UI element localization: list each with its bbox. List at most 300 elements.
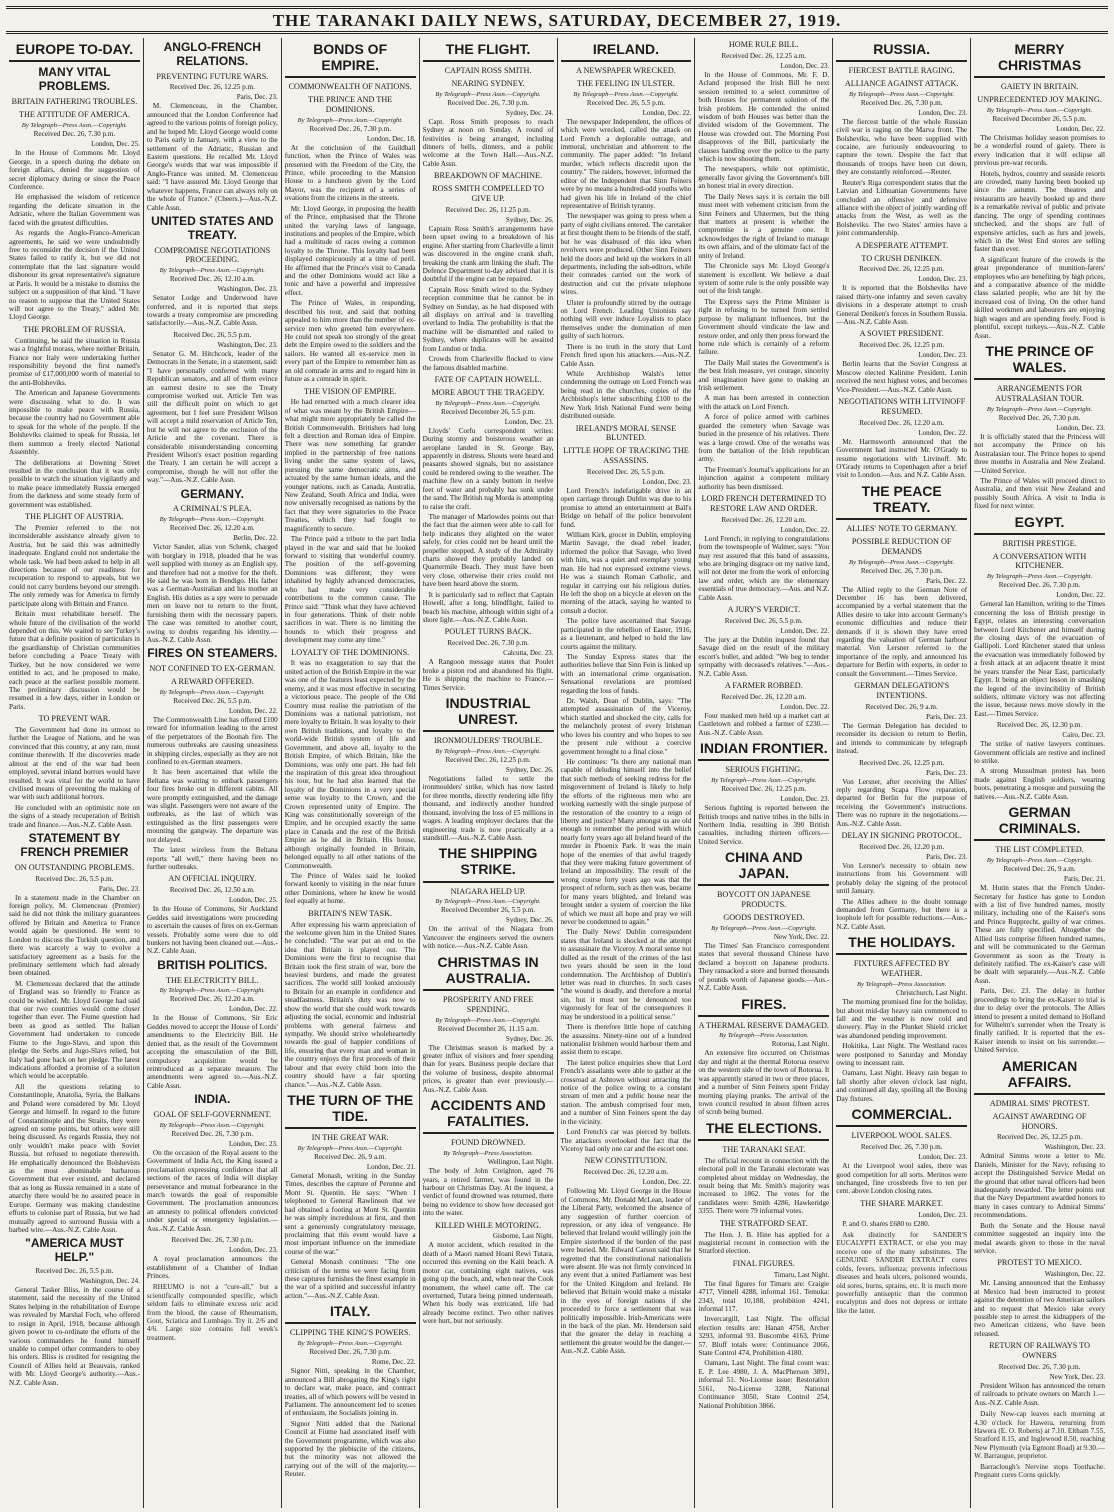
news-article [974, 804, 1105, 841]
news-article [836, 1106, 967, 1127]
article-subhead: GOAL OF SELF-GOVERNMENT. [153, 1110, 272, 1120]
article-paragraph: Hokitika, Last Night. The Westland races were postponed to Saturday and Monday owing to incessant rain. [836, 1042, 968, 1068]
news-article [285, 41, 416, 78]
article-paragraph: Four masked men held up a market cart at Castletown and robbed a farmer of £230.—Aus.-N.Z. Cable Assn. [698, 711, 830, 737]
article-paragraph: On the arrival of the Niagara from Vancouver the engineers served the owners with notice.—Aus.-N.Z. Cable Assn. [422, 925, 554, 951]
article-paragraph: M. Hutin states that the French Under-Secretary for Justice has gone to London with a list of five hundred names, mostly military, including one of the Kaiser's sons and Prince Rupprecht, guilty of war crimes. These are fully specified. Altogether the Allied lists comprise fifteen hundred names, and will be communicated to the German Government as soon as the Treaty is definitely ratified. The ex-Kaiser's case will be dealt with separately.—Aus.-N.Z. Cable Assn. [974, 884, 1105, 985]
article-subhead: THE SHARE MARKET. [860, 1198, 944, 1208]
news-article [147, 874, 278, 955]
article-subhead: PREVENTING FUTURE WARS. [156, 71, 269, 81]
article-subhead: THE PROBLEM OF RUSSIA. [23, 324, 126, 334]
dateline: Washington, Dec. 23. [217, 340, 278, 349]
article-paragraph: An extensive fire occurred on Christmas day and night at the thermal Rotorua reserve on the western side of the town of Rotorua. It was apparently started in two or three places, and a number of Sinn Feiners spent Friday morning playing pranks. The arrival of the town council resulted in about fifteen acres of scrub being burned. [698, 1049, 830, 1117]
article-subhead: THE LIST COMPLETED. [995, 845, 1084, 855]
news-article [147, 1236, 278, 1280]
article-headline: MANY VITAL PROBLEMS. [38, 65, 111, 93]
news-article [698, 1145, 829, 1216]
article-subhead: PROSPERITY AND FREE SPENDING. [442, 994, 534, 1014]
article-paragraph: He concluded with an optimistic note on the signs of a steady recuperation of British trade and finance.—Aus.-N.Z. Cable Assn. [9, 803, 140, 829]
received-time: Received Dec. 26, 5.5 p.m. [724, 617, 803, 625]
article-headline: BRITISH POLITICS. [157, 957, 268, 972]
article-paragraph: Signor Nitti, speaking in the Chamber, announced a Bill abrogating the King's right to declare war, make peace, and contract treaties, all of which powers will be vested in Parliament. The announcement led to scenes of enthusiasm, the Socialists joining in. [284, 1367, 416, 1418]
received-time: Received Dec. 26, 12.20 a.m. [859, 418, 945, 427]
news-article [285, 1133, 416, 1300]
received-time: Received December 26, 11.15 a.m. [437, 1024, 539, 1033]
article-subhead: RETURN OF RAILWAYS TO OWNERS [989, 1341, 1091, 1361]
article-headline: GERMANY. [180, 486, 244, 501]
article-subhead: GAIETY IN BRITAIN. [1000, 82, 1079, 92]
article-headline: THE SHIPPING STRIKE. [423, 845, 554, 882]
article-subhead: AGAINST AWARDING OF HONORS. [992, 1111, 1087, 1131]
article-subhead: LORD FRENCH DETERMINED TO RESTORE LAW AND ORDER. [701, 494, 827, 513]
news-article [423, 79, 554, 168]
news-article [561, 424, 692, 444]
article-paragraph: Admiral Simms wrote a letter to Mr. Daniels, Minister for the Navy, refusing to accept the Distinguished Service Medal on the ground that other naval officers had been inadequately rewarded. The letter points out that the Navy Department awarded honors to many in cases contrary to Admiral Simms' recommendations. [974, 1152, 1105, 1220]
dateline: London, Dec. 22. [1056, 591, 1105, 600]
received-time: Received Dec. 26, 5.5 p.m. [173, 330, 252, 339]
article-paragraph: The manager of Marlowdes points out that the fact that the airmen were able to call for help indicates they alighted on the water safely, for cries could not be heard until the propeller stopped. A study of the Admiralty charts showed they probably landed on Quartermile Beach. They must have been very close, otherwise their cries could not have been heard above the storm. [422, 512, 554, 589]
article-subhead: LITTLE HOPE OF TRACKING THE ASSASSINS. [563, 446, 689, 466]
article-headline: THE PRINCE OF WALES. [974, 343, 1105, 380]
news-article [423, 995, 554, 1094]
column-5 [557, 38, 695, 1508]
article-paragraph: The deliberations at Downing Street resulted in the conclusion that it was only possible to watch the situation vigilantly and to make peace immediately Russia emerged from the darkness and some steady form of government was established. [9, 458, 140, 509]
article-subhead: A CONVERSATION WITH KITCHENER. [992, 551, 1087, 571]
news-article [423, 954, 554, 991]
article-paragraph: He continues: "Is there any national man capable of deluding himself into the belief that such methods of seeking redress for the misgovernment of Ireland is likely to help the efforts of the righteous men who are working earnestly with the single purpose of the restoration of the country to a reign of liberty and justice? Many amongst us are old enough to remember the period with which nearly forty years ago all Ireland heard of the murder in Phoenix Park. It was the main hope of the enemies of that awful tragedy that they were making future government of Ireland an impossibility. The result of the wrong course forty years ago was that the prospect of reform, such as then was, became for many years blighted, and Ireland was brought under a system of coercion the like of which we must all hope and pray we will never be condemned to again." [560, 758, 692, 927]
article-subhead: UNPRECEDENTED JOY MAKING. [977, 95, 1102, 105]
news-article [836, 254, 967, 327]
news-article [698, 40, 829, 491]
article-paragraph: It is particularly sad to reflect that Captain Howell, after a long, blindflight, failed to beach his machine, although within sight of a shore light.—Aus.-N.Z. Cable Assn. [422, 590, 554, 624]
news-article [9, 110, 140, 120]
article-subhead: PROTEST TO MEXICO. [997, 1258, 1082, 1268]
article-headline: INDIA. [194, 1092, 231, 1107]
article-paragraph: President Wilson has announced the return of railroads to private owners on March 1.—Aus.-N.Z. Cable Assn. [974, 1381, 1105, 1407]
news-article [423, 388, 554, 625]
article-paragraph: Invercargill, Last Night. The official election results are: Hanan 4758, Archer 3293, informal 93. Buscombe 4163, Prime 57. Bluff totals were: Continuance 2066, State Control 474, Prohibition 4180. [698, 1315, 830, 1358]
article-subhead: A SOVIET PRESIDENT. [859, 329, 944, 339]
dateline: Washington, Dec. 23. [217, 285, 278, 294]
article-subhead: A JURY'S VERDICT. [727, 605, 800, 615]
article-subhead: THE PLIGHT OF AUSTRIA. [25, 512, 124, 522]
news-article [147, 504, 278, 644]
article-subhead: IRONMOULDERS' TROUBLE. [433, 736, 543, 746]
article-paragraph: Hotels, hydros, country and seaside resorts are crowded, many having been booked up since the autumn. The theatres and restaurants are heavily booked up and there is a remarkable revival of public and private dancing. The orgy of spending continues unchecked, and the shops are full of expensive articles, such as furs and jewels, which in the West End stores are selling faster than ever. [974, 169, 1105, 254]
received-time: Received Dec. 26, 5.5 p.m. [586, 467, 665, 476]
news-article [423, 1097, 554, 1134]
received-time: Received Dec. 26, 7.30 p.m. [860, 566, 943, 575]
wire-credit: By Telegraph—Press Assn.—Copyright. [21, 122, 128, 130]
news-article [974, 95, 1105, 340]
article-subhead: A CRIMINAL'S PLEA. [173, 504, 252, 514]
article-paragraph: There is therefore little hope of catching the assassins. Ninety-nine out of a hundred nationalist Irishmen would harbour them and assist them to escape. [560, 1023, 692, 1057]
news-article [974, 1099, 1105, 1109]
received-time: Received Dec. 26, 11.25 p.m. [445, 205, 531, 214]
news-article [9, 714, 140, 829]
article-paragraph: The Premier referred to the not inconsiderable assistance already given to Austria, but he said this was admittedly inadequate. England could not undertake the whole task. We had been asked to help in all directions because of our readiness for recuperation to respond to appeals, but we could not carry burdens beyond our strength. The only remedy was for America to firmly participate along with Britain and France. [9, 523, 140, 608]
article-paragraph: The Government had done its utmost to further the League of Nations, and he was convinced that this country, at any rate, must continue therewith. If the discoveries made almost at the end of the war had been employed, several inland horrors would have resulted. It was vital for the world to have civilised means of preventing the making of war with such additional horrors. [9, 726, 140, 802]
wire-credit: By Telegraph—Press Assn.—Copyright. [435, 90, 541, 98]
article-paragraph: As regards the Anglo-Franco-American agreements, he said we were undoubtedly free to reconsider the decision if the United States failed to ratify it, but we did not contemplate that the last signature would dishonour its great representative's signature at Paris. It would be a mistake to dismiss the subject on a supposition of that kind. "I have no reason to suppose that the United States will not agree to the Treaty," added Mr. Lloyd George. [9, 229, 140, 322]
news-article [836, 41, 967, 62]
article-paragraph: Reuter's Riga correspondent states that the Latvian and Lithuanian Governments have concluded an offensive and defensive alliance with the object of jointly warding off attacks from the West, as well as the Bolsheviks. The two States' armies have a joint commandership. [836, 178, 968, 238]
article-headline: RUSSIA. [836, 41, 967, 62]
article-subhead: LOYALTY OF THE DOMINIONS. [291, 647, 410, 657]
news-article [285, 1328, 416, 1478]
news-article [836, 1199, 967, 1228]
dateline: London, Dec. 22. [642, 1178, 692, 1187]
article-subhead: NIAGARA HELD UP. [450, 886, 526, 896]
received-time: Received Dec. 26, 12.20 a.m. [721, 515, 807, 524]
news-article [836, 681, 967, 755]
dateline: London, Dec. 23. [918, 1210, 968, 1219]
news-article [9, 1237, 140, 1387]
received-time: Received Dec. 26, 12.20 p.m. [859, 842, 945, 851]
dateline: Washington, Dec. 24. [79, 1277, 140, 1286]
article-paragraph: Lloyds' Corfu correspondent writes: During stormy and boisterous weather an aeroplane landed in St. George Bay, apparently in distress. Shouts were heard and peasants showed signals, but no assistance could be rendered owing to the weather. The machine flew on a sandy bottom in twelve feet of water and probably has sunk under the sand. The British tug Morda is attempting to raise the craft. [422, 426, 554, 511]
article-subhead: CAPTAIN ROSS SMITH. [444, 66, 532, 76]
article-subhead: THE FEELING IN ULSTER. [577, 78, 675, 88]
article-paragraph: The German Delegation has decided to reconsider its decision to return to Berlin, and intends to communicate by telegraph instead. [836, 721, 968, 756]
dateline: Christchurch, Last Night. [895, 989, 968, 998]
wire-credit: By Telegraph—Press Assn.—Copyright. [986, 405, 1093, 413]
dateline: London, Dec. 23. [780, 795, 830, 804]
dateline: London, Dec. 23. [1056, 423, 1105, 432]
article-paragraph: In the House of Commons Mr. Lloyd George, in a speech during the debate on foreign affairs, denied the suggestion of secret diplomacy during or since the Peace Conference. [9, 149, 140, 192]
article-paragraph: The Chronicle says Mr. Lloyd George's statement is excellent. We believe a dual system of some rule is the only possible way out of the Irish tangle. [698, 262, 830, 296]
article-paragraph: The official recount in connection with the electoral poll in the Taranaki electorate was completed about midday on Wednesday, the result being that Mr. Smith's majority was increased to 1862. The votes for the candidates were: Smith 4286, Hawkeridge 3355. There were 79 informal votes. [698, 1156, 830, 1216]
article-paragraph: In the House of Commons, Mr. F. D. Acland proposed the Irish Bill be next session remitted to a select committee of both Houses for permanent solution of the Irish problem. He contended the united wisdom of both Houses was better than the divided wisdom of the Government. The House was crowded out. The Morning Post disapproves of the Bill, particularly the clauses handing over the police to the party which is now shooting them. [698, 70, 830, 164]
article-subhead: POULET TURNS BACK. [444, 627, 532, 637]
wire-credit: By Telegraph—Press Association. [719, 1032, 809, 1040]
article-subhead: LIVERPOOL WOOL SALES. [851, 1131, 952, 1141]
news-article [9, 325, 140, 509]
news-article [698, 1021, 829, 1117]
article-subhead: CLIPPING THE KING'S POWERS. [289, 1328, 411, 1338]
news-article [836, 483, 967, 520]
news-article [285, 909, 416, 1089]
received-time: Received Dec. 26, 12.20 a.m. [583, 1168, 669, 1177]
news-article [147, 1110, 278, 1233]
article-subhead: THE STRATFORD SEAT. [719, 1218, 808, 1228]
dateline: New York, Dec. 22. [773, 932, 830, 941]
article-paragraph: A motor accident, which resulted in the death of a Maori named Hoani Rewi Tutara, occurred this evening on the Kaiti beach. A motor car, containing eight natives, was going up the beach, and, when near the Cook monument, the wheel came off. The car overturned, Tutara being pinned underneath. When his body was extricated, life had already become extinct. Two other natives were hurt, but not seriously. [422, 1241, 554, 1326]
advertisement [974, 1410, 1105, 1479]
news-article [9, 97, 140, 107]
news-article [423, 695, 554, 732]
received-time: Received Dec. 26, 5.5 p.m. [586, 98, 665, 107]
wire-credit: By Telegraph—Press Assn.—Copyright. [986, 573, 1093, 581]
news-article [9, 122, 140, 321]
article-paragraph: Signor Nitti added that the National Council at Fiume had associated itself with the Government programme, which was also supported by the plebiscite of the citizens, but the minority was not allowed the carrying out of the will of the majority.—Reuter. [284, 1419, 416, 1479]
article-headline: THE TURN OF THE TIDE. [285, 1092, 416, 1129]
article-paragraph: Von Lersner's necessity to obtain new instructions from his Government will probably delay the signing of the protocol until January. [836, 861, 968, 896]
article-paragraph: The Daily Mail states the Government's is the best Irish measure, yet courage, sincerity and imagination have gone to making an Irish settlement. [698, 358, 830, 393]
news-article [561, 446, 692, 1153]
article-subhead: FOUND DROWNED. [450, 1138, 526, 1148]
article-paragraph: Negotiations failed to settle the ironmoulders' strike, which has now lasted for three months, directly rendering idle fifty thousand, and indirectly another hundred thousand, involving the loss of £5 millions in wages. A leading employer declares that the engineering trade is now practically at a standstill.—Aus.-N.Z. Cable Assn. [422, 774, 554, 842]
article-paragraph: In a statement made in the Chamber on foreign policy, M. Clemenceau (Premier) said he did not think the military guarantees offered by Britain and America to France would again be questioned. He went to London to discuss the Turkish question, and there was scarcely a way to evolve a satisfactory agreement as a basis for the preliminary settlement which had already been obtained. [9, 893, 140, 978]
news-article [9, 66, 140, 94]
dateline: Sydney, Dec. 26. [505, 916, 554, 925]
article-paragraph: After expressing his warm appreciation of the welcome given him in the United States he concluded: "The war put an end to the idea that Britain is played out. The Dominions were the first to recognise that Britain took the first strain of war, bore the heaviest burdens, and made the greatest sacrifices. The world still looked anxiously to Britain for an example in confidence and steadfastness. Britain's duty was now to show the world that she could work towards adjusting the social, economic and industrial problems with general fairness and sympathy. We should strive wholeheartedly towards the goal of happier conditions of life, ensuring that every man and woman in the country enjoys the first proceeds of their labour and that every child born into the country should have a fair sporting chance."—Aus.-N.Z. Cable Assn. [284, 920, 416, 1089]
article-paragraph: The Prince of Wales, in responding, described his tour, and said that nothing appealed to him more than the number of ex-service men who greeted him everywhere. He could not speak too strongly of the great debt the Empire owed to the soldiers and the sailors. He wanted all ex-service men in every part of the Empire to remember him as an old comrade in arms and to regard him in future as a comrade in spirit. [284, 299, 416, 384]
received-time: Received Dec. 26, 7.30 p.m. [860, 1143, 943, 1152]
columns [6, 38, 1108, 1508]
article-subhead: ALLIES' NOTE TO GERMANY. [846, 524, 958, 533]
news-article [974, 1112, 1105, 1256]
article-paragraph: General Monash, writing in the Sunday Times, describes the capture of Peronne and Mont St. Quentin. He says: "When I telephoned to General Rawlinson that we had obtained a footing at Mont St. Quentin he was simply incredulous at first, and then sent a generously congratulatory message, proclaiming that this event would have a most important influence on the immediate course of the war." [284, 1172, 416, 1256]
news-article [561, 1156, 692, 1355]
news-article [698, 740, 829, 761]
wire-credit: By Telegraph—Press Assn.—Copyright. [297, 116, 403, 124]
received-time: Received Dec. 26, 9 a.m. [865, 702, 938, 711]
dateline: Rotorua, Last Night. [771, 1040, 830, 1049]
article-paragraph: General Tasker Bliss, in the course of a statement, said the necessity of the United States helping in the rehabilitation of Europe was revealed by Marshal Foch, who offered to resign in April, 1918, because although given power to co-ordinate the efforts of the various commanders he found himself unable to compel other commanders to obey his orders. Bliss is credited for resigning the Council of Allies held at Beauvais, ranked with Mr. Lloyd George's authority.—Aus.-N.Z. Cable Assn. [9, 1286, 140, 1387]
received-time: Received Dec. 26, 12.25 a.m. [721, 51, 807, 60]
dateline: London, Dec. 23. [228, 1246, 278, 1255]
article-paragraph: Serious fighting is reported between the British troops and native tribes in the hills in Northern India, resulting in 390 British casualties, including thirteen officers.—United Service. [698, 804, 830, 846]
received-time: Received Dec. 26, 12.25 p.m. [859, 265, 945, 274]
wire-credit: By Telegraph—Press Assn.—Copyright. [435, 747, 541, 755]
news-article [974, 41, 1105, 78]
dateline: Timaru, Last Night. [773, 1270, 830, 1279]
article-headline: GERMAN CRIMINALS. [974, 804, 1105, 841]
article-paragraph: It was no exaggeration to say that the united action of the British Empire in the war was one of the features least expected by the enemy, and it was most effective in securing a victorious peace. The people of the Old Country must realise the patriotism of the Dominions was a national patriotism, not mere loyalty to Britain. It was loyalty to their own British traditions, and loyalty to the world-wide British system of life and Government, and above all, loyalty to the British Empire, of which Britain, like the Dominions, was only one part. He had felt the inspiration of this great idea throughout his tour, but he had also learned that the loyalty of the Dominions in a very special sense was loyalty to the Crown, and the Crown represented unity of Empire. The King was constitutionally sovereign of the Empire, and he occupied exactly the same place in Canada and the rest of the British Empire as he did in Britain. His house, although originally founded in Britain, belonged equally to all other nations of the Commonwealth. [284, 659, 416, 870]
column-8 [970, 38, 1108, 1508]
news-article [423, 627, 554, 692]
article-headline: INDIAN FRONTIER. [698, 740, 829, 761]
news-article [147, 215, 278, 243]
article-subhead: HOME RULE BILL. [728, 40, 799, 49]
article-subhead: ROSS SMITH COMPELLED TO GIVE UP. [432, 184, 544, 203]
dateline: London, Dec. 21. [366, 1163, 416, 1171]
article-paragraph: A royal proclamation announces the establishment of a Chamber of Indian Princes. [146, 1255, 278, 1280]
article-paragraph: The Freeman's Journal's applications for an injunction against a competent military authority has been dismissed. [698, 465, 830, 491]
received-time: Received Dec. 26, 7.30 p.m. [998, 1362, 1081, 1371]
column-4 [419, 38, 557, 1508]
wire-credit: By Telegraph—Press Association. [443, 1150, 533, 1158]
article-paragraph: A strong Mussulman protest has been made against English soldiers, wearing boots, penetrating a mosque and pursuing the natives.—Aus.-N.Z. Cable Assn. [974, 767, 1105, 801]
news-article [836, 959, 967, 1103]
article-paragraph: Senator Lodge and Underwood have conferred, and it is reported that steps towards a treaty compromise are proceeding satisfactorily.—Aus.-N.Z. Cable Assn. [146, 294, 278, 328]
article-paragraph: The Allied reply to the German Note of December 16 has been delivered, accompanied by a verbal statement that the Allies desire to take into account Germany's economic difficulties and reduce their demands if it is shown they have erred regarding the valuation of German harbour material. Von Lersner referred to the importance of the reply, and announced his departure for Berlin with experts, in order to consult the Government.—Times Service. [836, 585, 968, 678]
article-paragraph: General Ian Hamilton, writing to the Times concerning the loss of British prestige in Egypt, relates an interesting conversation between Lord Kitchener and himself during the closing days of the evacuation of Gallipoli. Lord Kitchener stated that unless the evacuation was immediately followed by a fresh attack at an adjacent theatre it must be years transfer the Near East, particularly Egypt. It being an object lesson in smashing the legend of the invincibility of British soldiers, ultimate victory was not affecting the issue, because news move slowly in the East.—Times Service. [974, 600, 1105, 718]
article-paragraph: Lord French's car was pierced by bullets. The attackers overlooked the fact that the Viceroy had only one car and the escort one. [560, 1128, 692, 1153]
received-time: Received December 26, 5.5 p.m. [440, 906, 536, 915]
article-paragraph: All the questions relating to Constantinople, Anatolia, Syria, the Balkans and Poland were considered by Mr. Lloyd George and himself. In regard to the future of Constantinople and the Straits, they were agreed on some points, but others were still being discussed. As regards Russia, they not only wouldn't make peace with Soviet Russia, but refused to negotiate therewith. He emphatically denounced the Bolshevists as the most abominable barbarous Government that ever existed, and declared that as long as Russia remained in a state of anarchy there would be no assured peace in Europe. Germany was making clandestine efforts to colonise part of Russia, but we had mutually agreed to surround Russia with a barbed wire.—Aus.-N.Z. Cable Assn. [9, 1082, 140, 1235]
dateline: Sydney, Dec. 26. [505, 1034, 554, 1043]
dateline: London, Dec. 23. [780, 61, 830, 70]
received-time: Received Dec. 26, 9 a.m. [1003, 865, 1076, 874]
article-subhead: KILLED WHILE MOTORING. [435, 1220, 541, 1230]
received-time: Received Dec. 26, 7.30 p.m. [171, 1129, 254, 1138]
article-subhead: FINAL FIGURES. [732, 1258, 795, 1268]
article-headline: ITALY. [285, 1303, 416, 1324]
received-time: Received Dec. 26, 12.25 p.m. [721, 785, 807, 794]
dateline: Wellington, Last Night. [487, 1158, 554, 1167]
article-paragraph: He had returned with a much clearer idea of what was meant by the British Empire—what might more appropriately be called the British Commonwealth. Britishers had long felt a direction and Roman idea of Empire. There was now something far grander implied in the partnership of free nations living under the same system of laws, pursuing the same democratic aims, and actuated by the same human ideals, and the younger nations, such as Canada, Australia, New Zealand, South Africa and India, were now universally recognised as nations by the fact that they were signatories to the Peace Treaties, which they had fought to magnificently to secure. [284, 398, 416, 533]
wire-credit: By Telegraph—Press Assn.—Copyright. [849, 558, 955, 566]
article-paragraph: The final figures for Timaru are: Craigie 4717, Vinnell 4288, informal 161. Temuka: 2343, total 10,188, prohibition 4241, informal 117. [698, 1279, 830, 1313]
masthead-title: THE TARANAKI DAILY NEWS, SATURDAY, DECEMBER 27, 1919. [272, 11, 842, 30]
article-headline: CHINA AND JAPAN. [698, 849, 829, 886]
news-article [974, 552, 1105, 719]
news-article [285, 82, 416, 92]
article-paragraph: It is officially stated that the Princess will not accompany the Prince on his Australasian tour. The Prince hopes to spend three months in Australia and New Zealand.—United Service. [974, 432, 1105, 475]
article-headline: THE FLIGHT. [423, 41, 554, 62]
received-time: Received Dec. 26, 7.30 p.m. [860, 98, 943, 107]
news-article [147, 488, 278, 502]
dateline: London, Dec. 22. [918, 428, 968, 437]
article-paragraph: M. Clemenceau declared that the attitude of England was so friendly to France as could be wished. Mr. Lloyd George had said that our two countries would come closer together than ever. The Fiume question had been as good as settled. The Italian Government had undertaken to concede Fiume to the Jugo-Slavs, and upon this pledge the Serbs and Jugo-Slavs relied, but Italy had gone back on her pledge. The latest indications afforded a promise of a solution which would be acceptable. [9, 979, 140, 1081]
article-subhead: DELAY IN SIGNING PROTOCOL. [841, 831, 962, 841]
article-paragraph: Senator G. M. Hitchcock, leader of the Democrats in the Senate, in a statement, said: "I have personally conferred with many Republican senators, and all of them evince an earnest desire to see the Treaty compromise worked out. Article Ten was still the difficult point on which to get agreement, but I feel sure President Wilson will accept a mild reservation of Article Ten, but he will not agree to the exclusion of the Article and the covenant. There is considerable misunderstanding concerning President Wilson's exact position regarding the Treaty. I am certain he will accept a compromise, though he will not offer the way."—Aus.-N.Z. Cable Assn. [146, 349, 278, 485]
received-time: Received Dec. 26, 12.30 p.m. [996, 721, 1083, 730]
article-paragraph: While Archbishop Walsh's letter condemning the outrage on Lord French was being read in the churches, copies of the Archbishop's letter subscribing £100 to the New York Irish National Fund were being distributed outside. [560, 370, 692, 421]
article-paragraph: The strike of native lawyers continues. Government officials are restive and inclined to strike. [974, 740, 1105, 766]
news-article [285, 1092, 416, 1129]
news-article [147, 959, 278, 973]
news-article [974, 82, 1105, 92]
article-paragraph: Dr. Walsh, Dean of Dublin, says: "The attempted assassination of the Viceroy, which startled and shocked the city, calls for the melancholy protest of every Irishman who loves his country and who hopes to see the present rule without a coercive government brought to a final close." [560, 697, 692, 756]
wire-credit: By Telegraph—Press Assn.—Copyright. [297, 1340, 403, 1348]
article-paragraph: Ask distinctly for SANDER'S EUCALYPTI EXTRACT, or else you may receive one of the many substitutes. The GENUINE SANDER EXTRACT cures colds, fevers, influenza; prevents infectious diseases and heals ulcers, poisoned wounds, old sores, burns, sprains, etc. It is much more powerfully antiseptic than the common eucalyptus and does not depress or irritate like the latter. [836, 1231, 968, 1315]
article-paragraph: A man has been arrested in connection with the attack on Lord French. [698, 394, 830, 411]
dateline: London, Dec. 22. [228, 706, 278, 715]
article-headline: AMERICAN AFFAIRS. [974, 1058, 1105, 1095]
news-article [698, 681, 829, 737]
article-paragraph: The fiercest battle of the whole Russian civil war is raging on the Marva front. The Bolsheviks, who have been supplied with cocaine, are furiously endeavouring to capture the town. Despite the fact that thousands of troops have been cut down, they are constantly reinforced.—Reuter. [836, 117, 968, 177]
article-paragraph: Lord French, in replying to congratulations from the townspeople of Walmer, says: "You may rest assured that this band of assassins, who are bringing disgrace on my native land, will not deter me from the work of enforcing law and order, which are the elementary essentials of true democracy.—Aus. and N.Z. Cable Assn. [698, 534, 830, 602]
article-subhead: THE TARANAKI SEAT. [722, 1144, 806, 1154]
received-time: Received December 26, 5.5 p.m. [992, 114, 1087, 123]
dateline: London, Dec. 23. [918, 351, 968, 360]
article-paragraph: The Prince of Wales said he looked forward keenly to visiting in the near future other Dominions, where he knew he would feel equally at home. [284, 872, 416, 906]
news-article [836, 66, 967, 76]
article-subhead: SERIOUS FIGHTING. [725, 765, 803, 775]
wire-credit: By Telegraph—Press Assn.—Copyright. [159, 688, 265, 696]
article-headline: INDUSTRIAL UNREST. [423, 695, 554, 732]
article-headline: ANGLO-FRENCH RELATIONS. [163, 40, 261, 68]
column-6 [694, 38, 832, 1508]
article-paragraph: A Rangoon message states that Poulet broke a piston rod and abandoned his flight. He is shipping the machine to France.—Times Service. [422, 658, 554, 692]
dateline: Gisborne, Last Night. [492, 1232, 554, 1241]
news-article [423, 41, 554, 62]
article-headline: STATEMENT BY FRENCH PREMIER [20, 831, 129, 859]
article-paragraph: The Prince of Wales will proceed direct to Australia, and then visit New Zealand and possibly South Africa. A visit to India is fixed for next winter. [974, 476, 1105, 511]
news-article [836, 831, 967, 931]
dateline: Washington, Dec. 22. [1044, 1270, 1105, 1279]
news-article [147, 677, 278, 871]
news-article [423, 845, 554, 882]
article-paragraph: Berlin learns that the Soviet Congress at Moscow elected Kalinine President. Lenin received the next highest votes, and becomes Vice-President.—Aus.-N.Z. Cable Assn. [836, 360, 968, 394]
article-paragraph: The jury at the Dublin inquest found that Savage died on the result of the military escort's bullet, and added: "We beg to tender sympathy with deceased's relatives."—Aus.-N.Z. Cable Assn. [698, 636, 830, 678]
news-article [836, 241, 967, 251]
column-2 [143, 38, 281, 1508]
article-headline: THE HOLIDAYS. [836, 934, 967, 955]
article-headline: "AMERICA MUST HELP." [25, 1236, 124, 1265]
news-article [147, 246, 278, 328]
article-paragraph: Following Mr. Lloyd George in the House of Commons, Mr. Donald McLean, leader of the Liberal Party, welcomed the absence of any suggestion of further coercion of repression, or any idea of vengeance. He believed that Ireland would willingly join the Empire sisterhood if the burden of the past were buried. Mr. Edward Carson said that he regretted that the constitutional nationalists were absent. He was not firmly convinced in any event that a united Parliament was best for the United Kingdom and Ireland. He believed that Britain would make a mistake in the eyes of foreign nations if she proceeded to force a settlement that was politically impossible. Irish-Americans were in the back of the plan. Mr. Henderson said that the greater the delay in reaching a settlement the greater would be the danger.—Aus.-N.Z. Cable Assn. [560, 1187, 692, 1356]
article-paragraph: Continuing, he said the situation in Russia was a frightful morass, where neither Britain, France nor Italy were undertaking further responsibility beyond the first named's promise of £17,000,000 worth of material to the anti-Bolsheviks. [9, 336, 140, 387]
article-paragraph: In the House of Commons, Sir Eric Geddes moved to accept the House of Lords' amendments to the Electricity Bill. He denied that, as the result of the Government accepting the emasculation of the Bill, compulsory acquisition would be reintroduced as a separate measure. The amendments were agreed to.—Aus.-N.Z. Cable Assn. [146, 1014, 278, 1090]
article-paragraph: The Commonwealth Line has offered £100 reward for information leading to the arrest of the perpetrators of the Boonah fire. The numerous outbreaks are causing uneasiness in shipping circles, especially as they are not confined to ex-German steamers. [146, 715, 278, 766]
article-subhead: FATE OF CAPTAIN HOWELL. [434, 375, 542, 385]
dateline: London, Dec. 23. [918, 1153, 968, 1162]
column-1 [6, 38, 143, 1508]
news-article [561, 41, 692, 62]
dateline: Paris, Dec. 21. [1063, 875, 1105, 884]
dateline: Rome, Dec. 22. [371, 1358, 416, 1367]
article-subhead: IN THE GREAT WAR. [311, 1133, 389, 1143]
news-article [974, 845, 1105, 1054]
column-3 [281, 38, 419, 1508]
article-subhead: ARRANGEMENTS FOR AUSTRALASIAN TOUR. [995, 384, 1084, 404]
news-article [836, 524, 967, 534]
article-subhead: ADMIRAL SIMS' PROTEST. [989, 1098, 1090, 1108]
news-article [698, 605, 829, 678]
received-time: Received Dec. 26, 12.20 a.m. [169, 995, 255, 1004]
article-paragraph: The Prince paid a tribute to the part India played in the war and said that he looked forward to visiting that wonderful country. The position of the self-governing Dominions was different; they were inhabited by highly advanced democracies, who had made very considerable contributions to the common cause. The Prince said: "Think what they have achieved in four generations. Think of their noble sacrifices in war. There is no limiting the bounds to which their progress and development may come any time." [284, 535, 416, 645]
article-paragraph: The American and Japanese Governments were discussing what to do. It was impossible to make peace with Russia, because the country had no Government able to speak for the whole of the people. If the Bolsheviks claimed to speak for Russia, let them summon a freely elected National Assembly. [9, 389, 140, 457]
news-article [147, 1093, 278, 1107]
news-article [836, 934, 967, 955]
article-headline: ACCIDENTS AND FATALITIES. [423, 1097, 554, 1134]
article-subhead: MORE ABOUT THE TRAGEDY. [431, 387, 545, 397]
article-paragraph: At the conclusion of the Guildhall function, when the Prince of Wales was presented with the Freedom of the City, the Prince, while proceeding to the Mansion House to a luncheon given by the Lord Mayor, was the recipient of a series of ovations from the citizens in the streets. [284, 143, 416, 203]
article-paragraph: The Christmas season is marked by a greater influx of visitors and freer spending than for years. Business people declare that the volume of business, despite abnormal prices, is greater than ever previously.—Aus.-N.Z. Cable Assn. [422, 1043, 554, 1094]
article-subhead: THE ELECTRICITY BILL. [165, 975, 259, 985]
article-paragraph: The Express says the Prime Minister is right in refusing to be turned from settled purpose by malignant influences, but the Government should vindicate the law and restore order, and only then press forward the home rule which is certainly of a reform failure. [698, 297, 830, 357]
news-article [9, 41, 140, 62]
article-paragraph: The latest police enquiries show that Lord French's assailants were able to gather at the crossroad at Ashtown without attracting the notice of the police owing to a constant stream of men and a public house near the station. The ambush comprised four men, and a number of Sinn Feiners spent the day in the vicinity. [560, 1058, 692, 1126]
article-paragraph: The latest wireless from the Beltana reports "all well," there having been no further outbreaks. [146, 846, 278, 871]
dateline: London, Dec. 18. [366, 134, 416, 143]
news-article [974, 539, 1105, 549]
received-time: Received Dec. 26, 12.25 p.m. [169, 83, 255, 92]
received-time: Received Dec. 26, 7.30 p.m. [309, 1348, 391, 1357]
dateline: Cairo, Dec. 23. [1062, 731, 1105, 740]
column-7 [832, 38, 970, 1508]
article-paragraph: At the Liverpool wool sales, there was good competition for all sorts. Merinos were unchanged, fine crossbreds five to ten per cent. above London closing rates. [836, 1162, 968, 1196]
article-paragraph: Daily New-cap leaves each morning at 4.30 o'clock for Hawera, returning from Hawera (E. O. Roberts) at 7.10. Eltham 7.55, Stratford 8.15, and Inglewood 8.50, reaching New Plymouth (via Egmont Road) at 9.30.—W. Barraugue, proprietor. [974, 1410, 1105, 1461]
news-article [836, 397, 967, 480]
dateline: London, Dec. 22. [780, 627, 830, 635]
dateline: London, Dec. 22. [642, 108, 692, 117]
news-article [9, 863, 140, 1235]
article-headline: FIRES ON STEAMERS. [147, 646, 278, 661]
article-subhead: AN OFFICIAL INQUIRY. [168, 874, 257, 884]
article-paragraph: Paris, Dec. 23. The delay in further proceedings to bring the ex-Kaiser to trial is due to delay over the protocols. The Allies intend to present a united demand to Holland for Wilhelm's surrender when the Treaty is finally ratified. It is reported that the ex-Kaiser intends to insist on his surrender.—United Service. [974, 987, 1105, 1055]
news-article [974, 1258, 1105, 1338]
article-paragraph: Both the Senate and the House naval committee suggested an inquiry into the medal awards given to those in the naval service. [974, 1221, 1105, 1255]
article-subhead: TO CRUSH DENIKEN. [861, 253, 942, 263]
article-paragraph: The Sunday Express states that the authorities believe that Sinn Fein is linked up with an international crime organisation. Sensational revelations are promised regarding the loss of funds. [560, 652, 692, 695]
article-paragraph: Britain must rehabilitate herself. The whole future of the civilisation of the world depended on this. We waited to see Turkey's future that a definite position of particulars in the guardianship of Christian communities before concluding a Peace Treaty with Turkey, but he now considered we were entitled to act, and he proposed to make, each peace at the earliest possible moment. The preliminary discussion would be resumed in a few days, either in London or Paris. [9, 610, 140, 711]
article-subhead: ON OUTSTANDING PROBLEMS. [14, 862, 135, 872]
wire-credit: By Telegraph—Press Assn.—Copyright. [711, 777, 817, 785]
article-subhead: FIERCEST BATTLE RAGING. [848, 66, 955, 76]
article-subhead: GOODS DESTROYED. [723, 913, 805, 923]
article-paragraph: RHEUMO is not a "cure-all," but a scientifically compounded specific, which seldom fails to eliminate excess uric acid from the blood, the cause of Rheumatism, Gout, Sciatica and Lumbago. Try it. 2/6 and 4/6. Large size contains full week's treatment. [146, 1283, 278, 1342]
article-subhead: GERMAN DELEGATION'S INTENTIONS. [854, 681, 950, 701]
dateline: Sydney, Dec. 26. [505, 765, 554, 774]
article-subhead: BRITAIN FATHERING TROUBLES. [11, 96, 138, 106]
dateline: Washington, Dec. 23. [1044, 1143, 1105, 1152]
article-paragraph: He emphasised the wisdom of reticence regarding the delicate situation in the Adriatic, where the Italian Government was faced with the greatest difficulties. [9, 193, 140, 227]
